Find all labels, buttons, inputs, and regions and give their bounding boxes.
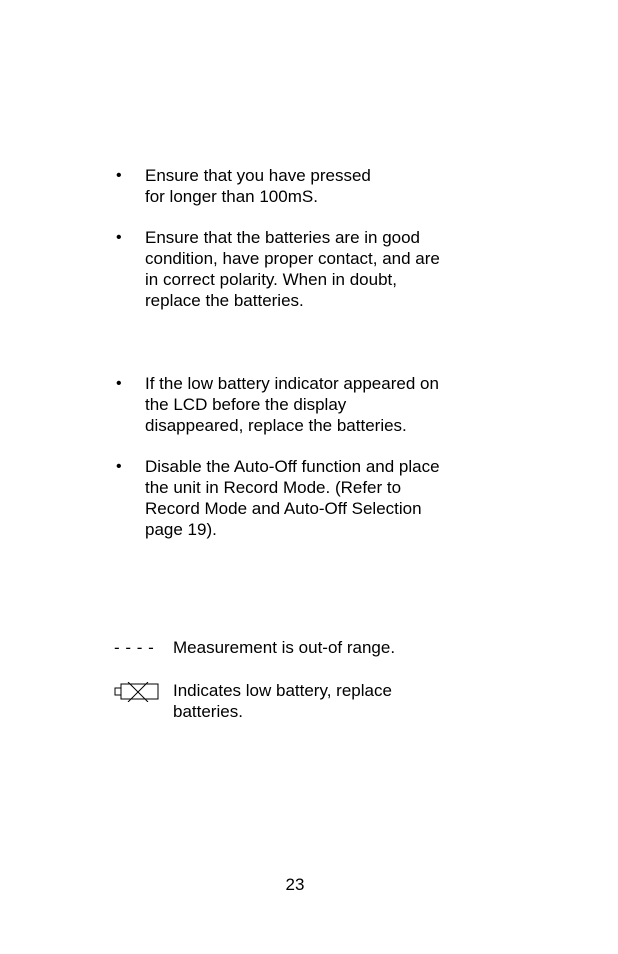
low-battery-icon [114,682,160,702]
text-line: Record Mode and Auto-Off Selection [145,499,422,518]
text-line: Ensure that the batteries are in good [145,228,421,247]
text-line: Indicates low battery, replace [173,681,392,700]
text-line: condition, have proper contact, and are [145,249,440,268]
symbol-description [173,680,493,722]
bullet-marker: • [116,458,122,475]
text-line: disappeared, replace the batteries. [145,416,407,435]
text-line: If the low battery indicator appeared on [145,374,439,393]
text-line: the unit in Record Mode. (Refer to [145,478,402,497]
text-line: replace the batteries. [145,291,304,310]
text-line: Measurement is out-of range. [173,638,396,657]
bullet-text [145,373,485,436]
bullet-marker: • [116,229,122,246]
bullet-marker: • [116,167,122,184]
text-line: batteries. [173,702,243,721]
text-line: Disable the Auto-Off function and place [145,457,440,476]
bullet-marker: • [116,375,122,392]
text-line: Ensure that you have pressed [145,166,371,185]
dash-symbol: - - - - [114,638,155,657]
text-line: for longer than 100mS. [145,187,318,206]
bullet-text [145,456,485,540]
page-number: 23 [285,875,305,894]
text-line: the LCD before the display [145,395,347,414]
symbol-description [173,637,493,658]
bullet-text [145,227,485,311]
text-line: page 19). [145,520,217,539]
text-line: in correct polarity. When in doubt, [145,270,397,289]
bullet-text [145,165,485,207]
